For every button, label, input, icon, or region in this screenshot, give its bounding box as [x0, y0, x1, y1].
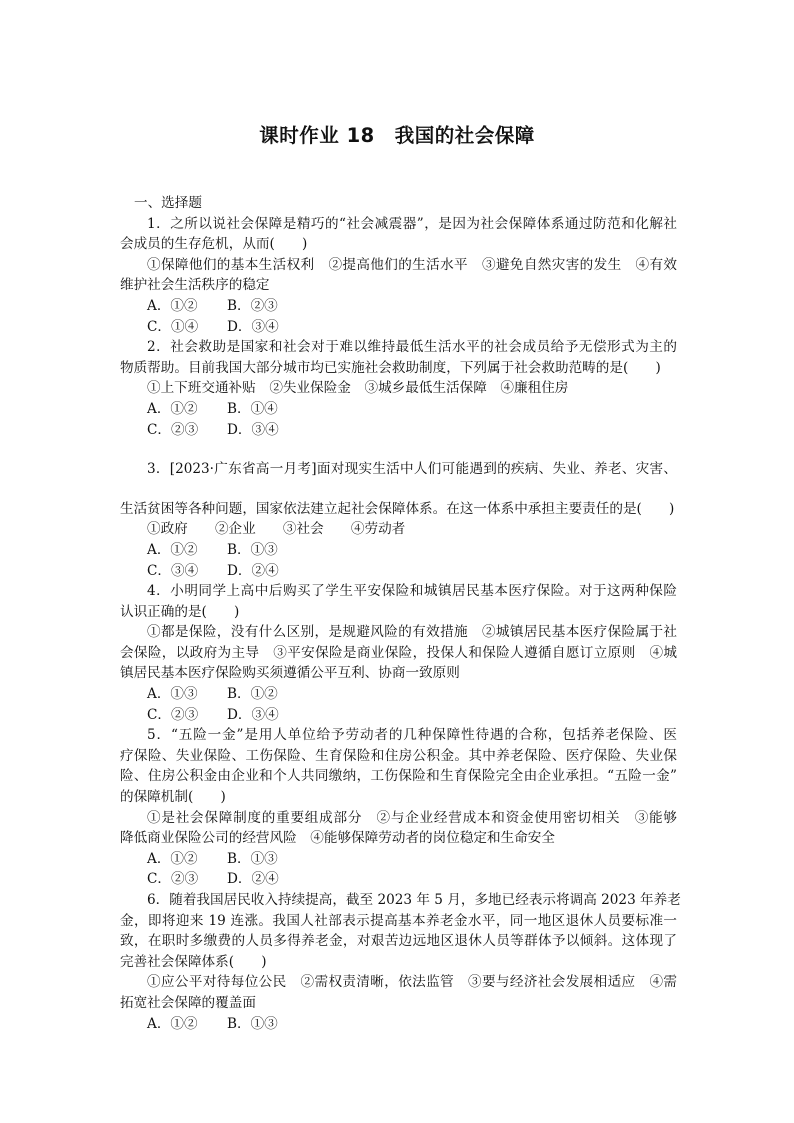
option-b[interactable]: B．①④ — [227, 400, 278, 417]
option-b[interactable]: B．②③ — [227, 297, 278, 314]
option-c[interactable]: C．①④ — [147, 318, 199, 335]
question-2 — [120, 337, 677, 440]
question-stem-line: 认识正确的是( ) — [120, 603, 240, 620]
option-d[interactable]: D．③④ — [227, 421, 279, 438]
option-b[interactable]: B．①③ — [227, 850, 278, 867]
options-row — [120, 705, 677, 726]
statement-line: 维护社会生活秩序的稳定 — [120, 277, 270, 294]
option-c[interactable]: C．②③ — [147, 706, 199, 723]
question-stem-line: 金，即将迎来 19 连涨。我国人社部表示提高基本养老金水平，同一地区退休人员要标准一 — [120, 912, 677, 929]
question-stem-line: 1．之所以说社会保障是精巧的“社会减震器”，是因为社会保障体系通过防范和化解社 — [147, 215, 677, 232]
question-stem-line: 险、住房公积金由企业和个人共同缴纳，工伤保险和生育保险完全由企业承担。“五险一金” — [120, 768, 677, 785]
option-b[interactable]: B．①② — [227, 686, 278, 703]
question-stem-line: 物质帮助。目前我国大部分城市均已实施社会救助制度，下列属于社会救助范畴的是( ) — [120, 359, 661, 376]
option-c[interactable]: C．③④ — [147, 562, 199, 579]
options-row — [120, 399, 677, 420]
option-a[interactable]: A．①② — [147, 850, 198, 867]
statement-line: ①都是保险，没有什么区别，是规避风险的有效措施 ②城镇居民基本医疗保险属于社 — [147, 624, 677, 641]
question-1 — [120, 214, 677, 338]
statement-line: 拓宽社会保障的覆盖面 — [120, 994, 256, 1011]
statement-line: ①政府 ②企业 ③社会 ④劳动者 — [147, 521, 406, 538]
option-a[interactable]: A．①② — [147, 541, 198, 558]
question-stem-line: 3．[2023·广东省高一月考]面对现实生活中人们可能遇到的疾病、失业、养老、灾害、 — [147, 461, 677, 478]
option-a[interactable]: A．①③ — [147, 686, 198, 703]
option-a[interactable]: A．①② — [147, 1015, 198, 1032]
question-stem-line: 4．小明同学上高中后购买了学生平安保险和城镇居民基本医疗保险。对于这两种保险 — [147, 583, 677, 600]
statement-line: 降低商业保险公司的经营风险 ④能够保障劳动者的岗位稳定和生命安全 — [120, 830, 555, 847]
option-c[interactable]: C．②③ — [147, 871, 199, 888]
spacer — [120, 480, 677, 499]
question-stem-line: 完善社会保障体系( ) — [120, 953, 267, 970]
statement-line: 镇居民基本医疗保险购买须遵循公平互利、协商一致原则 — [120, 665, 460, 682]
options-row — [120, 561, 677, 582]
question-stem-line: 的保障机制( ) — [120, 789, 226, 806]
question-3 — [120, 459, 677, 581]
option-d[interactable]: D．②④ — [227, 871, 279, 888]
options-row — [120, 849, 677, 870]
statement-line: 会保险，以政府为主导 ③平安保险是商业保险，投保人和保险人遵循自愿订立原则 ④城 — [120, 644, 677, 661]
question-stem-line: 5．“五险一金”是用人单位给予劳动者的几种保障性待遇的合称，包括养老保险、医 — [147, 727, 677, 744]
spacer — [120, 440, 677, 459]
question-stem-line: 会成员的生存危机，从而( ) — [120, 236, 308, 253]
statement-line: ①应公平对待每位公民 ②需权责清晰，依法监管 ③要与经济社会发展相适应 ④需 — [147, 974, 677, 991]
option-d[interactable]: D．③④ — [227, 706, 279, 723]
options-row — [120, 317, 677, 338]
question-5 — [120, 725, 677, 890]
options-row — [120, 296, 677, 317]
option-c[interactable]: C．②③ — [147, 421, 199, 438]
question-stem-line: 致，在职时多缴费的人员多得养老金，对艰苦边远地区退休人员等群体予以倾斜。这体现了 — [120, 933, 677, 950]
section-heading: 一、选择题 — [134, 195, 202, 211]
option-d[interactable]: D．②④ — [227, 562, 279, 579]
options-row — [120, 1014, 677, 1035]
question-stem-line: 生活贫困等各种问题，国家依法建立起社会保障体系。在这一体系中承担主要责任的是( ) — [120, 500, 675, 517]
question-stem-line: 6．随着我国居民收入持续提高，截至 2023 年 5 月，多地已经表示将调高 2023 年养老 — [147, 892, 681, 908]
option-b[interactable]: B．①③ — [227, 1015, 278, 1032]
option-d[interactable]: D．③④ — [227, 318, 279, 335]
question-6 — [120, 890, 681, 1034]
option-b[interactable]: B．①③ — [227, 541, 278, 558]
options-row — [120, 869, 677, 890]
question-4 — [120, 581, 677, 725]
page-title: 课时作业 18 我国的社会保障 — [259, 124, 535, 147]
option-a[interactable]: A．①② — [147, 400, 198, 417]
question-stem-line: 2．社会救助是国家和社会对于难以维持最低生活水平的社会成员给予无偿形式为主的 — [147, 339, 677, 356]
statement-line: ①是社会保障制度的重要组成部分 ②与企业经营成本和资金使用密切相关 ③能够 — [147, 809, 677, 826]
question-list — [120, 193, 681, 1034]
statement-line: ①上下班交通补贴 ②失业保险金 ③城乡最低生活保障 ④廉租住房 — [147, 380, 569, 397]
options-row — [120, 684, 677, 705]
question-stem-line: 疗保险、失业保险、工伤保险、生育保险和住房公积金。其中养老保险、医疗保险、失业保 — [120, 747, 677, 764]
options-row — [120, 540, 677, 561]
options-row — [120, 420, 677, 441]
option-a[interactable]: A．①② — [147, 297, 198, 314]
statement-line: ①保障他们的基本生活权利 ②提高他们的生活水平 ③避免自然灾害的发生 ④有效 — [147, 256, 677, 273]
